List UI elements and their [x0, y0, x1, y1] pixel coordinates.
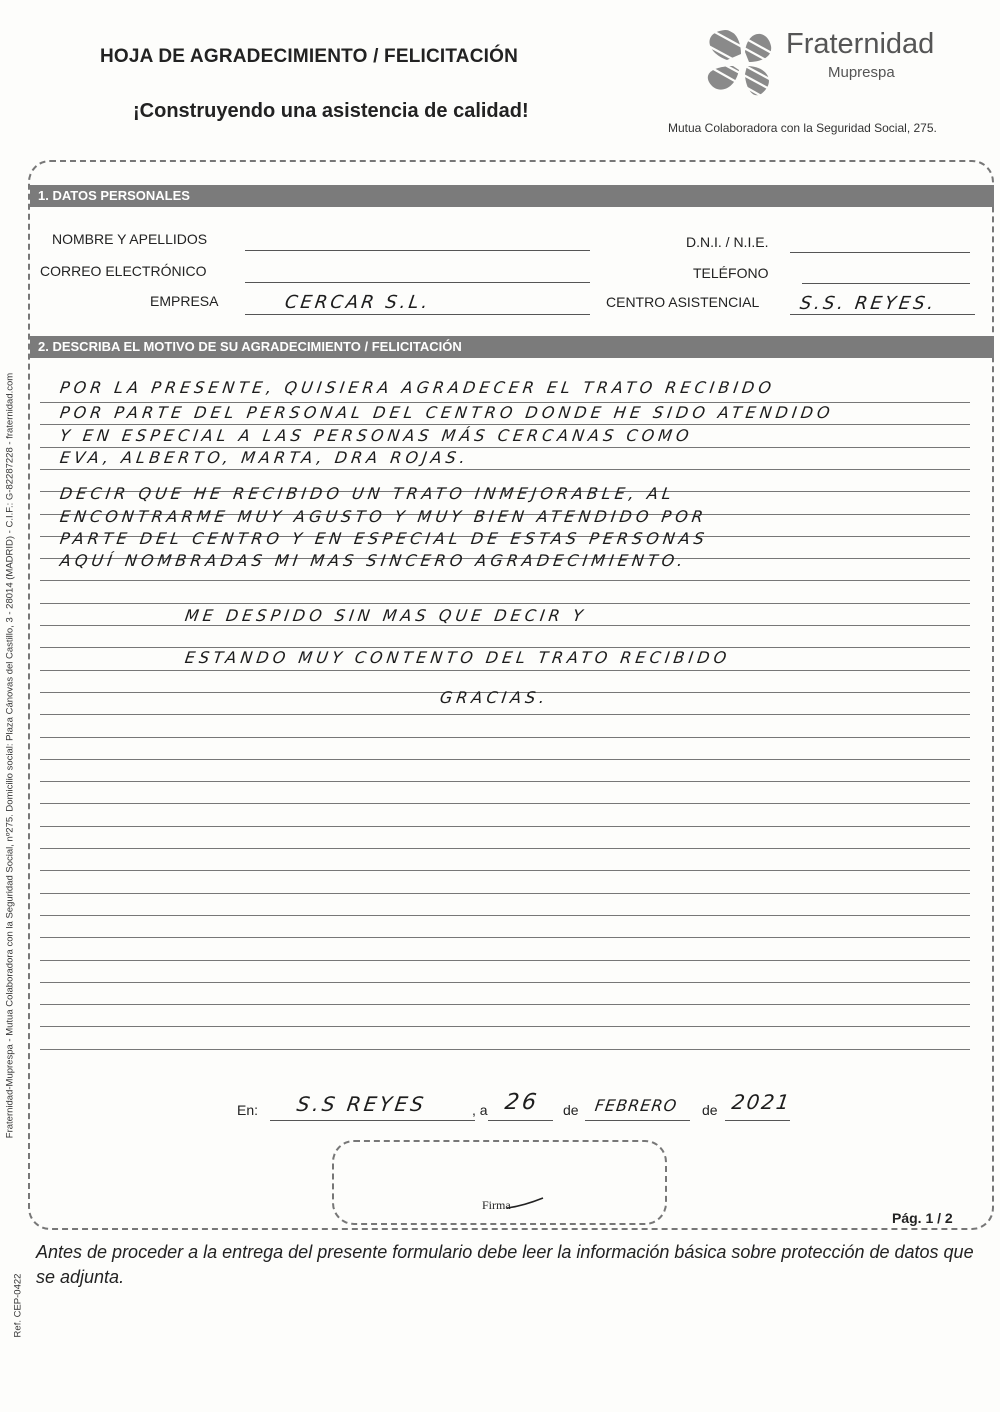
phone-label: TELÉFONO [693, 265, 769, 281]
company-value: CERCAR S.L. [283, 292, 432, 313]
ruled-line [40, 469, 970, 470]
form-subtitle: ¡Construyendo una asistencia de calidad! [133, 100, 529, 122]
year-label: de [702, 1102, 718, 1118]
month-value: FEBRERO [593, 1096, 679, 1115]
ruled-line [40, 915, 970, 916]
message-line: Y EN ESPECIAL A LAS PERSONAS MÁS CERCANAS COMO [58, 426, 694, 445]
ruled-line [40, 1004, 970, 1005]
day-field[interactable] [488, 1120, 553, 1121]
place-label: En: [237, 1102, 259, 1118]
ruled-line [40, 960, 970, 961]
ruled-line [40, 803, 970, 804]
ruled-line [40, 870, 970, 871]
place-field[interactable] [270, 1120, 475, 1121]
ruled-line [40, 670, 970, 671]
center-field[interactable] [790, 314, 975, 315]
place-value: S.S REYES [295, 1092, 428, 1116]
year-field[interactable] [725, 1120, 790, 1121]
dni-field[interactable] [790, 252, 970, 253]
mutua-caption: Mutua Colaboradora con la Seguridad Social, 275. [668, 121, 937, 135]
name-field[interactable] [245, 250, 590, 251]
year-value: 2021 [730, 1090, 793, 1114]
ruled-line [40, 893, 970, 894]
email-field[interactable] [245, 282, 590, 283]
ruled-line [40, 714, 970, 715]
message-line: POR LA PRESENTE, QUISIERA AGRADECER EL TRATO RECIBIDO [58, 378, 777, 397]
ruled-line [40, 603, 970, 604]
month-field[interactable] [585, 1120, 690, 1121]
signature-stroke-icon [505, 1196, 545, 1212]
ruled-line [40, 1026, 970, 1027]
ruled-line [40, 625, 970, 626]
ruled-line [40, 759, 970, 760]
message-line: AQUÍ NOMBRADAS MI MAS SINCERO AGRADECIMIENTO. [58, 551, 688, 570]
dni-label: D.N.I. / N.I.E. [686, 234, 769, 250]
ruled-line [40, 1049, 970, 1050]
signature-label: Firma [482, 1198, 511, 1212]
email-label: CORREO ELECTRÓNICO [40, 263, 207, 279]
month-label: de [563, 1102, 579, 1118]
ruled-line [40, 580, 970, 581]
message-line: DECIR QUE HE RECIBIDO UN TRATO INMEJORABLE, AL [58, 484, 677, 503]
company-label: EMPRESA [150, 293, 219, 309]
ruled-line [40, 737, 970, 738]
logo-name: Fraternidad [786, 28, 935, 60]
section-personal-data-heading: 1. DATOS PERSONALES [30, 185, 994, 207]
ruled-line [40, 848, 970, 849]
sidebar-ref-text: Ref. CEP-0422 [12, 1273, 24, 1338]
message-line: EVA, ALBERTO, MARTA, DRA ROJAS. [58, 448, 471, 467]
ruled-line [40, 781, 970, 782]
phone-field[interactable] [802, 283, 970, 284]
message-line: POR PARTE DEL PERSONAL DEL CENTRO DONDE HE SIDO ATENDIDO [58, 403, 835, 422]
center-label: CENTRO ASISTENCIAL [606, 294, 760, 310]
day-label: , a [472, 1102, 488, 1118]
center-value: S.S. REYES. [798, 293, 938, 314]
name-label: NOMBRE Y APELLIDOS [52, 231, 208, 247]
ruled-line [40, 982, 970, 983]
data-protection-notice: Antes de proceder a la entrega del presente formulario debe leer la información básica sobre protección de datos que se adjunta. [36, 1242, 974, 1287]
ruled-line [40, 826, 970, 827]
company-field[interactable] [245, 314, 590, 315]
logo-subname: Muprespa [828, 64, 895, 81]
section-reason-heading: 2. DESCRIBA EL MOTIVO DE SU AGRADECIMIENTO / FELICITACIÓN [30, 336, 994, 358]
ruled-line [40, 937, 970, 938]
message-line: ENCONTRARME MUY AGUSTO Y MUY BIEN ATENDIDO POR [58, 507, 709, 526]
message-line: GRACIAS. [438, 688, 550, 707]
form-title: HOJA DE AGRADECIMIENTO / FELICITACIÓN [100, 46, 519, 67]
page-number: Pág. 1 / 2 [892, 1210, 953, 1226]
message-line: PARTE DEL CENTRO Y EN ESPECIAL DE ESTAS PERSONAS [58, 529, 710, 548]
day-value: 26 [503, 1090, 541, 1115]
message-line: ME DESPIDO SIN MAS QUE DECIR Y [183, 606, 589, 625]
message-line: ESTANDO MUY CONTENTO DEL TRATO RECIBIDO [183, 648, 732, 667]
sidebar-legal-text: Fraternidad-Muprespa - Mutua Colaboradora con la Seguridad Social, nº275. Domicilio social: Plaza Cánovas del Castillo, 3 - 28014 (MADRID) - C.I.F.: G-82287228 - fraternidad.com [4, 372, 16, 1139]
